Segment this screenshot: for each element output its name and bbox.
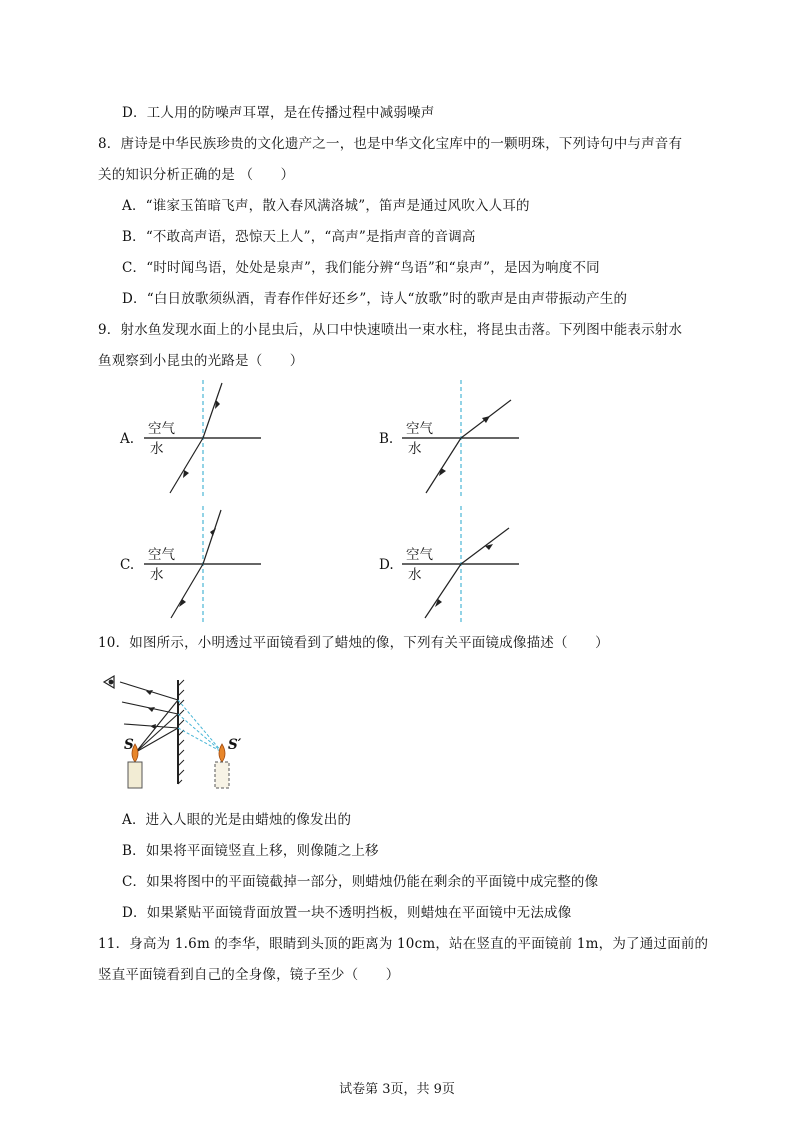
q8-stem-line2: 关的知识分析正确的是 （ ） [98,167,295,183]
arrow-head [210,528,216,536]
arrow-head [150,724,156,729]
diagram-c-letter: C. [120,557,135,573]
q11-stem-line2: 竖直平面镜看到自己的全身像，镜子至少（ ） [98,967,400,983]
ray-air [203,383,222,438]
ray-water [426,438,461,493]
arrow-head [435,599,442,607]
diagram-d-air-label: 空气 [406,547,433,563]
q9-stem-line2: 鱼观察到小昆虫的光路是（ ） [98,353,304,369]
q10-stem: 10．如图所示，小明透过平面镜看到了蜡烛的像，下列有关平面镜成像描述（ ） [98,635,609,651]
q10-option-c: C．如果将图中的平面镜截掉一部分，则蜡烛仍能在剩余的平面镜中成完整的像 [122,874,599,890]
object-label-s: S [124,737,134,753]
diagram-b-refraction [398,378,523,498]
ray-air [203,510,221,564]
ray-water [425,564,461,618]
diagram-c-air-label: 空气 [148,547,175,563]
diagram-c-water-label: 水 [150,567,164,583]
diagram-a-refraction [140,378,265,498]
eye-icon [104,676,114,688]
diagram-d-letter: D. [379,557,394,573]
q8-option-c: C．“时时闻鸟语，处处是泉声”，我们能分辨“鸟语”和“泉声”，是因为响度不同 [122,260,600,276]
q8-option-d: D．“白日放歌须纵酒，青春作伴好还乡”，诗人“放歌”时的歌声是由声带振动产生的 [122,291,628,307]
q11-stem-line1: 11．身高为 1.6m 的李华，眼睛到头顶的距离为 10cm，站在竖直的平面镜前 1m，为了通过面前的 [98,936,709,952]
q10-option-a: A．进入人眼的光是由蜡烛的像发出的 [122,812,352,828]
diagram-b-letter: B. [379,431,394,447]
virtual-rays [178,700,222,752]
diagram-c-refraction [140,504,265,624]
q7-option-d: D．工人用的防噪声耳罩，是在传播过程中减弱噪声 [122,105,435,121]
reflected-rays [120,682,178,728]
arrow-head [439,468,446,476]
page-footer: 试卷第 3页，共 9页 [339,1082,455,1097]
q8-stem-line1: 8．唐诗是中华民族珍贵的文化遗产之一，也是中华文化宝库中的一颗明珠，下列诗句中与声音有 [98,136,683,152]
ray-water [170,438,203,493]
arrow-head [482,416,490,423]
candle-image [215,744,229,788]
q10-option-d: D．如果紧贴平面镜背面放置一块不透明挡板，则蜡烛在平面镜中无法成像 [122,905,572,921]
q9-stem-line1: 9．射水鱼发现水面上的小昆虫后，从口中快速喷出一束水柱，将昆虫击落。下列图中能表示射水 [98,322,683,338]
diagram-b-air-label: 空气 [406,421,433,437]
q8-option-a: A．“谁家玉笛暗飞声，散入春风满洛城”，笛声是通过风吹入人耳的 [122,198,530,214]
q8-option-b: B．“不敢高声语，恐惊天上人”，“高声”是指声音的音调高 [122,229,476,245]
diagram-d-water-label: 水 [408,567,422,583]
diagram-a-water-label: 水 [150,441,164,457]
q10-mirror-figure [98,672,248,794]
arrow-head [183,470,189,478]
ray-water [171,564,203,618]
diagram-b-water-label: 水 [408,441,422,457]
q10-option-b: B．如果将平面镜竖直上移，则像随之上移 [122,843,379,859]
diagram-a-letter: A. [120,431,135,447]
image-label-s-prime: S′ [228,737,242,753]
diagram-a-air-label: 空气 [148,421,175,437]
diagram-d-refraction [398,504,523,624]
